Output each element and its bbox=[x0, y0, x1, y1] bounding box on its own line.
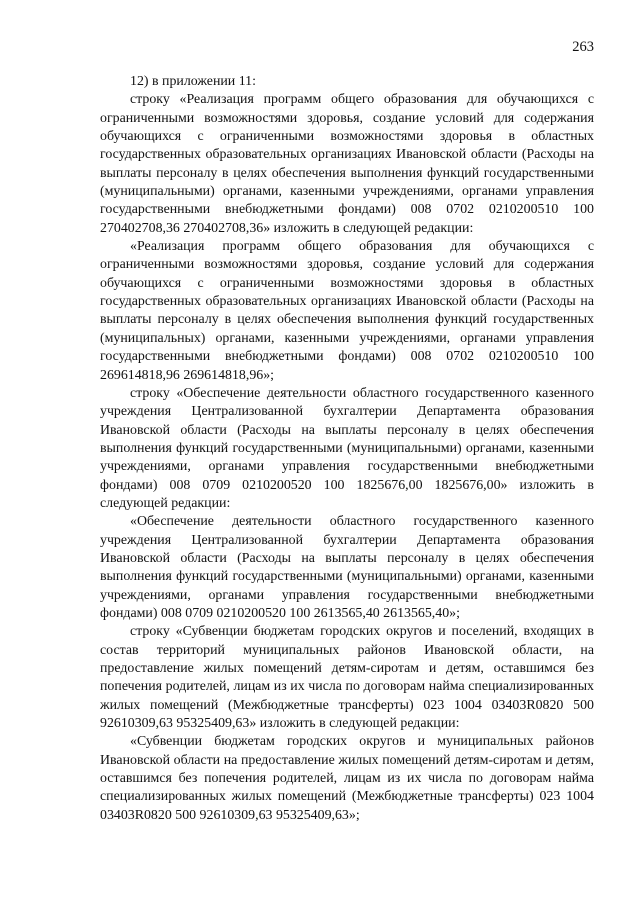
document-body bbox=[100, 73, 594, 825]
paragraph-amendment-2-new: «Обеспечение деятельности областного государственного казенного учреждения Централизованной бухгалтерии Департамента образования Ивановской области (Расходы на выплаты персоналу в целях обеспечения выполнения функций государственными (муниципальными) органами, казенными учреждениями, органами управления государственными внебюджетными фондами) 008 0709 0210200520 100 2613565,40 2613565,40»; bbox=[100, 514, 594, 621]
paragraph-amendment-3-new: «Субвенции бюджетам городских округов и муниципальных районов Ивановской области на предоставление жилых помещений детям-сиротам и детям, оставшимся без попечения родителей, лицам из их числа по договорам найма специализированных жилых помещений (Межбюджетные трансферты) 023 1004 03403R0820 500 92610309,63 95325409,63»; bbox=[100, 734, 594, 823]
paragraph-amendment-1-original: строку «Реализация программ общего образования для обучающихся с ограниченными возможностями здоровья, создание условий для содержания обучающихся с ограниченными возможностями здоровья в областных государственных образовательных организациях Ивановской области (Расходы на выплаты персоналу в целях обеспечения выполнения функций государственными (муниципальными) органами, казенными учреждениями, органами управления государственными внебюджетными фондами) 008 0702 0210200510 100 270402708,36 270402708,36» изложить в следующей редакции: bbox=[100, 92, 594, 236]
paragraph-amendment-3-original: строку «Субвенции бюджетам городских округов и поселений, входящих в состав территорий муниципальных районов Ивановской области, на предоставление жилых помещений детям-сиротам и детям, оставшимся без попечения родителей, лицам из их числа по договорам найма специализированных жилых помещений (Межбюджетные трансферты) 023 1004 03403R0820 500 92610309,63 95325409,63» изложить в следующей редакции: bbox=[100, 624, 594, 732]
page-number: 263 bbox=[572, 39, 594, 55]
paragraph-amendment-1-new: «Реализация программ общего образования для обучающихся с ограниченными возможностями здоровья, создание условий для содержания обучающихся с ограниченными возможностями здоровья в областных государственных образовательных организациях Ивановской области (Расходы на выплаты персоналу в целях обеспечения выполнения функций государственных (муниципальных) органами, казенными учреждениями, органами управления государственными внебюджетными фондами) 008 0702 0210200510 100 269614818,96 269614818,96»; bbox=[100, 239, 594, 383]
paragraph-amendment-2-original: строку «Обеспечение деятельности областного государственного казенного учреждения Централизованной бухгалтерии Департамента образования Ивановской области (Расходы на выплаты персоналу в целях обеспечения выполнения функций государственными (муниципальными) органами, казенными учреждениями, органами управления государственными внебюджетными фондами) 008 0709 0210200520 100 1825676,00 1825676,00» изложить в следующей редакции: bbox=[100, 385, 594, 511]
list-item-heading: 12) в приложении 11: bbox=[130, 74, 256, 89]
